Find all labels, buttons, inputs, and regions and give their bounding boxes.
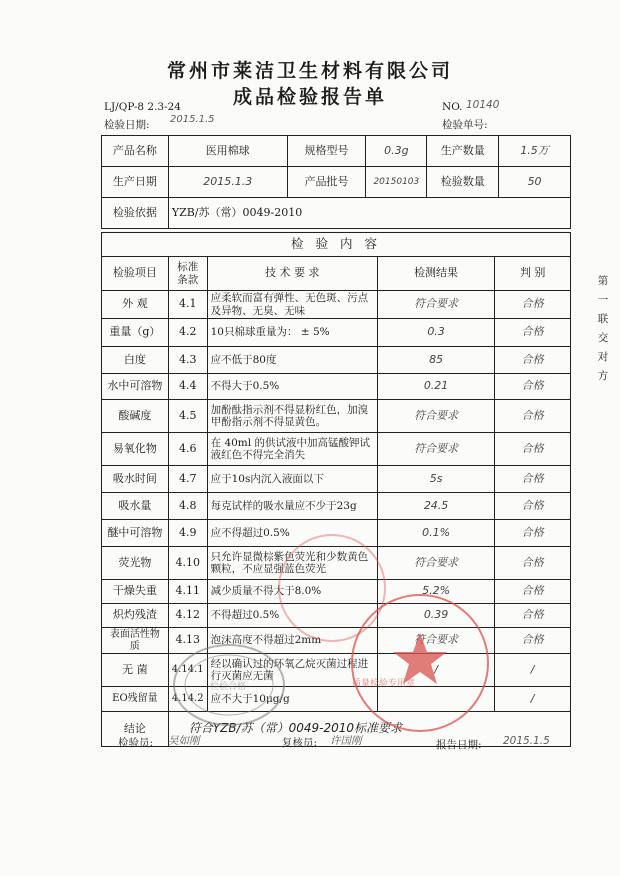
row-item: 炽灼残渣 — [102, 604, 169, 628]
row-req: 应不低于80度 — [207, 347, 377, 374]
row-judge: 合格 — [495, 604, 571, 628]
row-judge: / — [495, 654, 571, 687]
row-judge: 合格 — [495, 520, 571, 547]
row-std: 4.9 — [168, 520, 207, 547]
row-std: 4.3 — [168, 347, 207, 374]
col-result: 检测结果 — [377, 257, 494, 291]
prod-date-value: 2015.1.3 — [168, 167, 287, 198]
company-name: 常州市莱洁卫生材料有限公司 — [166, 60, 453, 82]
prod-qty-label: 生产数量 — [427, 136, 499, 167]
row-req: 加酚酞指示剂不得显粉红色，加溴甲酚指示剂不得显黄色。 — [207, 400, 377, 433]
inspect-no-label: 检验单号: — [442, 119, 488, 131]
side-note-char: 联 — [597, 313, 609, 325]
spec-label: 规格型号 — [287, 136, 366, 167]
row-std: 4.10 — [168, 547, 207, 580]
row-judge: 合格 — [495, 547, 571, 580]
row-result: 5.2% — [377, 580, 494, 604]
row-req: 应不得超过0.5% — [207, 520, 377, 547]
inspector-value: 吴如刚 — [168, 735, 200, 747]
row-result: 0.21 — [377, 374, 494, 400]
conclusion-value: 符合YZB/苏（常）0049-2010标准要求 — [168, 712, 570, 747]
report-title: 成品检验报告单 — [232, 86, 387, 108]
row-item: 外 观 — [102, 291, 169, 319]
basis-value: YZB/苏（常）0049-2010 — [168, 198, 570, 229]
row-item: 重量（g） — [102, 319, 169, 347]
row-result: 0.39 — [377, 604, 494, 628]
row-item: 酸碱度 — [102, 400, 169, 433]
prod-qty-value: 1.5万 — [499, 136, 571, 167]
row-std: 4.4 — [168, 374, 207, 400]
row-result: 符合要求 — [377, 291, 494, 319]
row-std: 4.6 — [168, 433, 207, 466]
row-item: EO残留量 — [102, 687, 169, 712]
stamp-text-grey: 检验合格 — [210, 682, 247, 692]
row-result: 符合要求 — [377, 628, 494, 654]
row-judge: 合格 — [495, 433, 571, 466]
row-judge: 合格 — [495, 374, 571, 400]
row-req: 只允许显微棕紫色荧光和少数黄色颗粒，不应显强蓝色荧光 — [207, 547, 377, 580]
side-note-char: 方 — [597, 370, 609, 382]
row-req: 在 40ml 的供试液中加高锰酸钾试液红色不得完全消失 — [207, 433, 377, 466]
inspector-label: 检验员: — [118, 737, 154, 749]
row-std: 4.14.1 — [168, 654, 207, 687]
side-note-char: 一 — [597, 294, 609, 306]
row-result: 0.1% — [377, 520, 494, 547]
no-value: 10140 — [466, 99, 500, 111]
batch-value: 20150103 — [366, 167, 427, 198]
insp-qty-value: 50 — [499, 167, 571, 198]
side-note-char: 对 — [597, 351, 609, 363]
row-result: 0.3 — [377, 319, 494, 347]
row-judge: 合格 — [495, 628, 571, 654]
row-std: 4.14.2 — [168, 687, 207, 712]
row-std: 4.7 — [168, 466, 207, 493]
no-label: NO. — [442, 101, 463, 113]
row-req: 减少质量不得大于8.0% — [207, 580, 377, 604]
row-judge: 合格 — [495, 580, 571, 604]
inspect-date-value: 2015.1.5 — [170, 114, 215, 125]
product-name-value: 医用棉球 — [168, 136, 287, 167]
row-judge: 合格 — [495, 400, 571, 433]
row-std: 4.5 — [168, 400, 207, 433]
row-judge: 合格 — [495, 319, 571, 347]
row-std: 4.1 — [168, 291, 207, 319]
spec-value: 0.3g — [366, 136, 427, 167]
section-title: 检 验 内 容 — [102, 233, 571, 257]
col-std: 标准条款 — [168, 257, 207, 291]
row-result: 5s — [377, 466, 494, 493]
row-judge: 合格 — [495, 291, 571, 319]
row-req: 每克试样的吸水量应不少于23g — [207, 493, 377, 520]
row-item: 吸水时间 — [102, 466, 169, 493]
row-req: 10只棉球重量为： ± 5% — [207, 319, 377, 347]
report-date-value: 2015.1.5 — [503, 735, 550, 747]
row-item: 干燥失重 — [102, 580, 169, 604]
row-req: 应柔软而富有弹性、无色斑、污点及异物、无臭、无味 — [207, 291, 377, 319]
side-note-char: 第 — [597, 275, 609, 287]
row-req: 不得超过0.5% — [207, 604, 377, 628]
doc-code: LJ/QP-8 2.3-24 — [104, 101, 181, 113]
row-item: 吸水量 — [102, 493, 169, 520]
col-req: 技 术 要 求 — [207, 257, 377, 291]
prod-date-label: 生产日期 — [102, 167, 169, 198]
row-std: 4.11 — [168, 580, 207, 604]
row-result: 符合要求 — [377, 400, 494, 433]
row-std: 4.13 — [168, 628, 207, 654]
inspect-date-label: 检验日期: — [104, 119, 150, 131]
col-item: 检验项目 — [102, 257, 169, 291]
row-req: 经以确认过的环氧乙烷灭菌过程进行灭菌应无菌 — [207, 654, 377, 687]
row-result: / — [377, 654, 494, 687]
row-judge: 合格 — [495, 493, 571, 520]
row-req: 不得大于0.5% — [207, 374, 377, 400]
side-note-char: 交 — [597, 332, 609, 344]
row-item: 荧光物 — [102, 547, 169, 580]
copy-side-note — [596, 272, 610, 386]
reviewer-label: 复核员: — [282, 737, 318, 749]
row-std: 4.12 — [168, 604, 207, 628]
basis-label: 检验依据 — [102, 198, 169, 229]
insp-qty-label: 检验数量 — [427, 167, 499, 198]
row-result: 符合要求 — [377, 547, 494, 580]
col-judge: 判 别 — [495, 257, 571, 291]
row-item: 易氧化物 — [102, 433, 169, 466]
row-judge: 合格 — [495, 466, 571, 493]
row-result: 24.5 — [377, 493, 494, 520]
row-req: 应不大于10μg/g — [207, 687, 377, 712]
quality-stamp-red — [345, 588, 495, 738]
conclusion-label: 结论 — [102, 712, 169, 747]
row-item: 醚中可溶物 — [102, 520, 169, 547]
row-req: 泡沫高度不得超过2mm — [207, 628, 377, 654]
row-judge: / — [495, 687, 571, 712]
row-item: 表面活性物质 — [102, 628, 169, 654]
stamp-text-red: 质量检验专用章 — [352, 679, 416, 689]
row-result: 符合要求 — [377, 433, 494, 466]
product-name-label: 产品名称 — [102, 136, 169, 167]
row-req: 应于10s内沉入液面以下 — [207, 466, 377, 493]
row-item: 白度 — [102, 347, 169, 374]
product-info-table — [101, 135, 571, 229]
row-std: 4.2 — [168, 319, 207, 347]
batch-label: 产品批号 — [287, 167, 366, 198]
report-date-label: 报告日期: — [436, 739, 482, 751]
row-std: 4.8 — [168, 493, 207, 520]
row-result: 85 — [377, 347, 494, 374]
row-judge: 合格 — [495, 347, 571, 374]
row-item: 无 菌 — [102, 654, 169, 687]
reviewer-value: 许国刚 — [330, 735, 362, 747]
row-item: 水中可溶物 — [102, 374, 169, 400]
